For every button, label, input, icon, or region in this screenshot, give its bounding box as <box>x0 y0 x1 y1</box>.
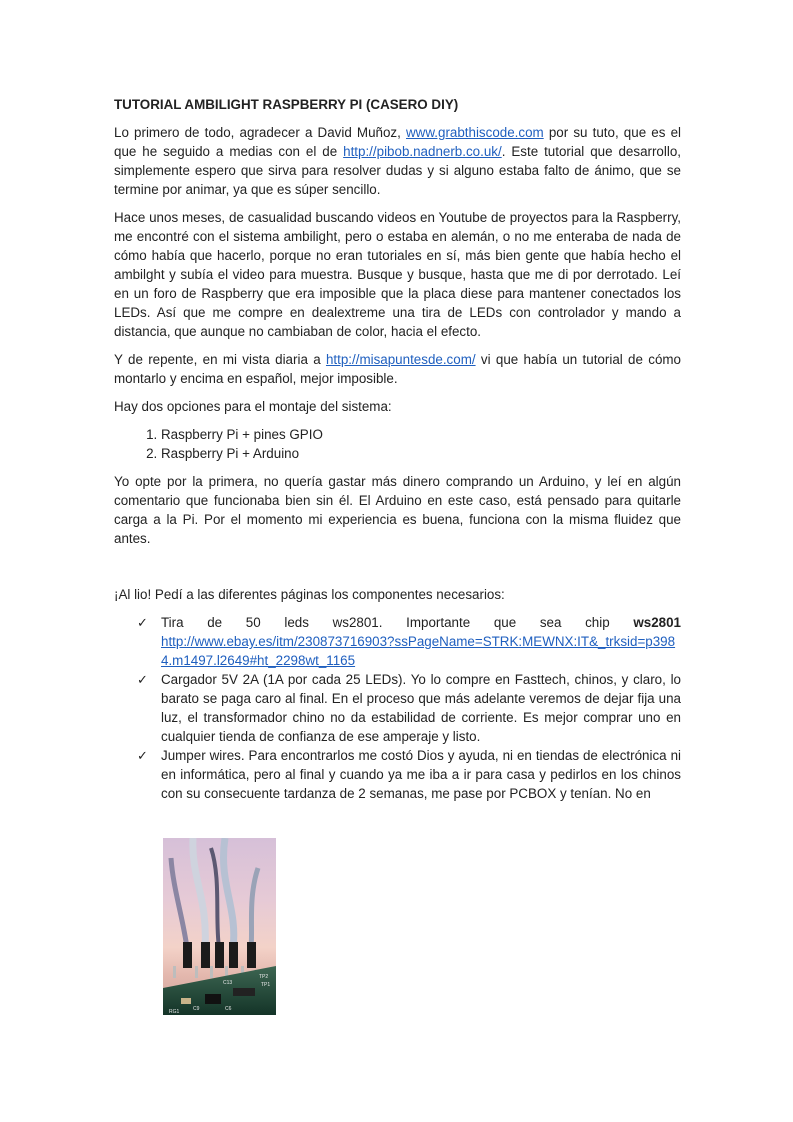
link-pibob[interactable]: http://pibob.nadnerb.co.uk/ <box>343 144 502 159</box>
board-label: C9 <box>193 1006 200 1012</box>
options-list <box>114 425 681 463</box>
paragraph-background: Hace unos meses, de casualidad buscando videos en Youtube de proyectos para la Raspberry, me encontré con el sistema ambilight, pero o estaba en alemán, o no me enteraba de nada de cómo había que hacerlo, porque no eran tutoriales en sí, más bien gente que había hecho el ambilght y subía el video para muestra. Busque y busque, hasta que me di por derrotado. Leí en un foro de Raspberry que era imposible que la placa diese para mantener conectados los LEDs. Así que me compre en dealextreme una tira de LEDs con controlador y mando a distancia, que aunque no cambiaban de color, hacia el efecto. <box>114 210 681 339</box>
board-label: C13 <box>223 980 233 986</box>
board-label: TP2 <box>259 974 269 980</box>
checklist-item-led-strip <box>137 613 681 670</box>
intro-text-2: por su tuto, que es el que he seguido a medias con el de <box>114 125 681 159</box>
link-misapuntesde[interactable]: http://misapuntesde.com/ <box>325 352 476 367</box>
intro-text-1: Lo primero de todo, agradecer a David Muñoz, <box>114 125 406 140</box>
paragraph-choice: Yo opte por la primera, no quería gastar más dinero comprando un Arduino, y leí en algún comentario que funcionaba bien sin él. El Arduino en este caso, está pensado para quitarle carga a la Pi. Por el momento mi experiencia es buena, funciona con la misma fluidez que antes. <box>114 474 681 546</box>
intro-text-3: . Este tutorial que desarrollo, simplemente espero que sirva para resolver dudas y si alguno estaba falto de ánimo, que se termine por animar, ya que es súper sencillo. <box>114 144 681 197</box>
jumper-wires-text: Jumper wires. Para encontrarlos me costó Dios y ayuda, ni en tiendas de electrónica ni en informática, pero al final y cuando ya me iba a ir para casa y pedirlos en los chinos con su consecuente tardanza de 2 semanas, me pase por PCBOX y tenían. No en <box>161 748 681 801</box>
checklist-item-charger <box>137 670 681 746</box>
spacer <box>114 557 681 585</box>
jumper-wires-photo <box>163 838 276 1015</box>
document-title: TUTORIAL AMBILIGHT RASPBERRY PI (CASERO DIY) <box>114 97 459 112</box>
photo-illustration <box>163 838 276 1015</box>
discovery-text-2: vi que había un tutorial de cómo montarlo y encima en español, mejor imposible. <box>114 352 681 386</box>
paragraph-options-intro: Hay dos opciones para el montaje del sistema: <box>114 399 392 414</box>
led-strip-text: Tira de 50 leds ws2801. Importante que sea chip <box>161 615 634 630</box>
board-label: RG1 <box>169 1009 180 1015</box>
discovery-text-1: Y de repente, en mi vista diaria a <box>114 352 326 367</box>
checkmark-icon: ✓ <box>137 615 148 630</box>
board-label: C6 <box>225 1006 232 1012</box>
document-page <box>114 86 681 803</box>
board-label: TP1 <box>261 982 271 988</box>
charger-text: Cargador 5V 2A (1A por cada 25 LEDs). Yo lo compre en Fasttech, chinos, y claro, lo barato se paga caro al final. En el proceso que más adelante veremos de dejar fija una luz, el transformador chino no da estabilidad de corriente. Es mejor comprar uno en cualquier tienda de confianza de ese amperaje y listo. <box>161 672 681 744</box>
link-grabthiscode[interactable]: www.grabthiscode.com <box>406 125 544 140</box>
link-ebay-led-strip[interactable]: http://www.ebay.es/itm/230873716903?ssPageName=STRK:MEWNX:IT&_trksid=p3984.m1497.l2649#ht_2298wt_1165 <box>161 634 676 668</box>
option-item: 1. Raspberry Pi + pines GPIO <box>161 425 681 444</box>
paragraph-intro <box>114 123 681 199</box>
paragraph-components-intro: ¡Al lio! Pedí a las diferentes páginas los componentes necesarios: <box>114 587 505 602</box>
components-checklist <box>114 613 681 803</box>
led-strip-chip: ws2801 <box>633 615 681 630</box>
checkmark-icon: ✓ <box>137 748 148 763</box>
paragraph-discovery <box>114 350 681 388</box>
checklist-item-jumper-wires <box>137 746 681 803</box>
checkmark-icon: ✓ <box>137 672 148 687</box>
option-item: 2. Raspberry Pi + Arduino <box>161 444 681 463</box>
led-strip-line <box>161 613 681 632</box>
